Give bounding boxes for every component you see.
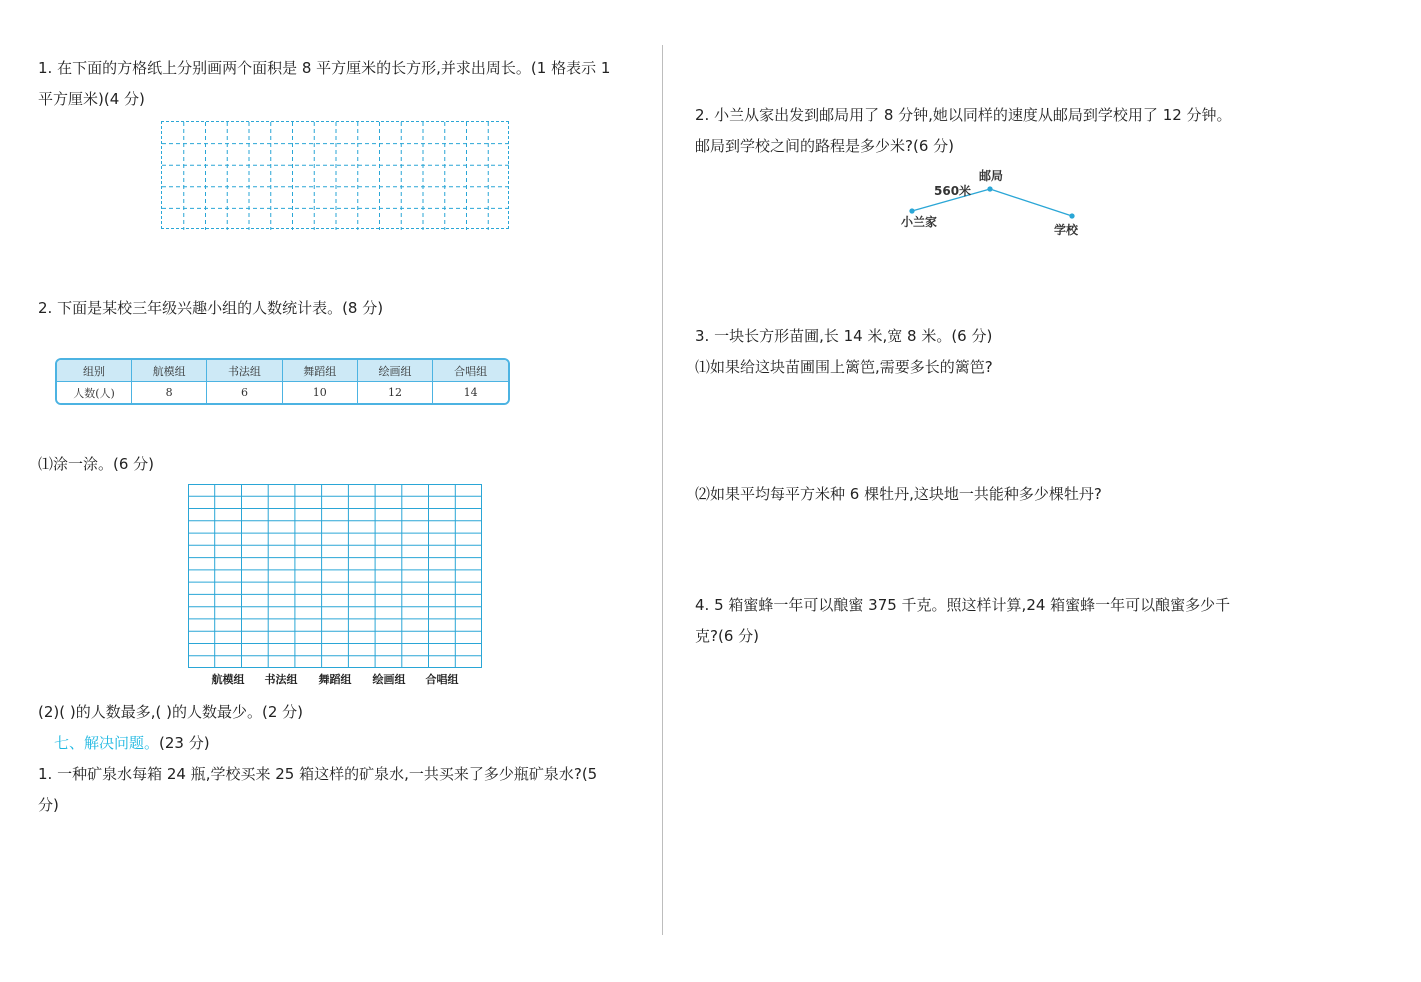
q1-text-line1: 1. 在下面的方格纸上分别画两个面积是 8 平方厘米的长方形,并求出周长。(1 格表示 1 [38, 59, 611, 77]
q2-title: 2. 下面是某校三年级兴趣小组的人数统计表。(8 分) [38, 299, 384, 317]
table-cell: 8 [132, 382, 207, 404]
table-row [57, 382, 508, 404]
post-office-label: 邮局 [979, 169, 1004, 183]
route-diagram [890, 160, 1100, 245]
school-label: 学校 [1054, 223, 1079, 237]
table-header-cell: 合唱组 [433, 360, 508, 382]
section-7-heading [54, 733, 210, 753]
table-header-cell: 组别 [57, 360, 132, 382]
chart-x-label: 舞蹈组 [318, 673, 352, 686]
chart-x-label: 绘画组 [372, 673, 406, 686]
table-header-cell: 书法组 [207, 360, 282, 382]
table-cell: 10 [282, 382, 357, 404]
r-q3-sub2: ⑵如果平均每平方米种 6 棵牡丹,这块地一共能种多少棵牡丹? [695, 485, 1102, 503]
table-header-cell: 航模组 [132, 360, 207, 382]
column-divider [662, 45, 663, 935]
table-header-row [57, 360, 508, 382]
statistics-table [55, 358, 510, 405]
bar-grid-lines [188, 484, 482, 668]
table-header-cell: 绘画组 [357, 360, 432, 382]
q1-text-line2: 平方厘米)(4 分) [38, 90, 145, 108]
table-cell: 12 [357, 382, 432, 404]
section-7-score: (23 分) [159, 734, 210, 752]
chart-x-label: 书法组 [264, 673, 298, 686]
chart-x-label: 航模组 [211, 673, 245, 686]
table-cell: 14 [433, 382, 508, 404]
sub-question-2: (2)( )的人数最多,( )的人数最少。(2 分) [38, 703, 303, 721]
chart-x-label: 合唱组 [425, 673, 459, 686]
dashed-grid-lines [162, 122, 510, 230]
r-q4-line2: 克?(6 分) [695, 627, 759, 645]
sub-question-1: ⑴涂一涂。(6 分) [38, 455, 155, 473]
q7-1-line1: 1. 一种矿泉水每箱 24 瓶,学校买来 25 箱这样的矿泉水,一共买来了多少瓶矿泉水?(5 [38, 765, 598, 783]
section-7-title: 七、解决问题。 [54, 734, 160, 752]
dashed-square-grid[interactable] [161, 121, 509, 229]
r-q3-sub1: ⑴如果给这块苗圃围上篱笆,需要多长的篱笆? [695, 358, 993, 376]
r-q4-line1: 4. 5 箱蜜蜂一年可以酿蜜 375 千克。照这样计算,24 箱蜜蜂一年可以酿蜜多少千 [695, 596, 1231, 614]
home-label: 小兰家 [901, 215, 938, 229]
bar-chart-grid[interactable] [188, 484, 482, 668]
distance-label: 560米 [934, 184, 972, 198]
table-header-cell: 舞蹈组 [282, 360, 357, 382]
r-q3-title: 3. 一块长方形苗圃,长 14 米,宽 8 米。(6 分) [695, 327, 993, 345]
table-cell: 6 [207, 382, 282, 404]
r-q2-line2: 邮局到学校之间的路程是多少米?(6 分) [695, 137, 954, 155]
table-cell: 人数(人) [57, 382, 132, 404]
q7-1-line2: 分) [38, 796, 59, 814]
r-q2-line1: 2. 小兰从家出发到邮局用了 8 分钟,她以同样的速度从邮局到学校用了 12 分钟。 [695, 106, 1232, 124]
